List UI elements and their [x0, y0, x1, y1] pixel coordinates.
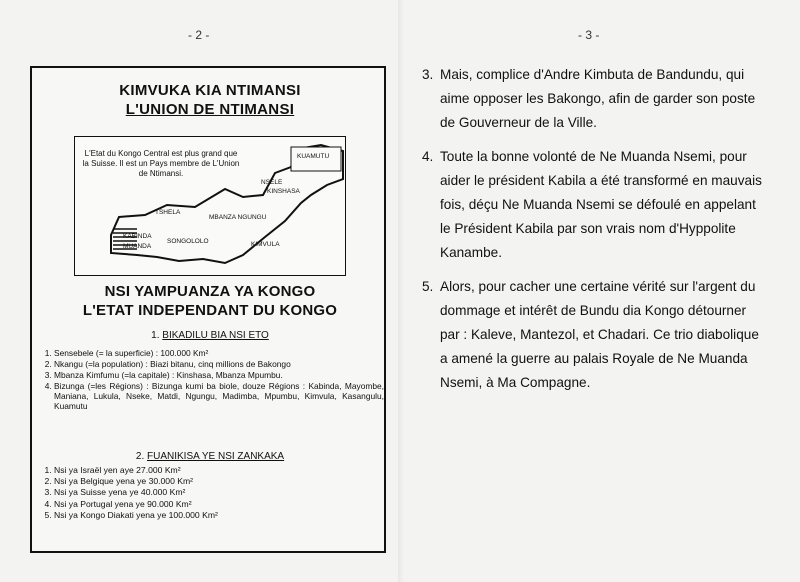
paragraph-item	[422, 63, 762, 135]
place-kuamutu: KUAMUTU	[297, 153, 330, 160]
list-item: 2. Nsi ya Belgique yena ye 30.000 Km²	[54, 476, 384, 487]
list-item: 5. Nsi ya Kongo Diakati yena ye 100.000 Km²	[54, 510, 384, 521]
page-number-left: - 2 -	[188, 28, 210, 42]
map-note: L'Etat du Kongo Central est plus grand que la Suisse. Il est un Pays membre de L'Union de Ntimansi.	[82, 149, 240, 178]
right-column	[422, 63, 762, 405]
item-number: 3.	[422, 67, 434, 82]
paragraph-item	[422, 145, 762, 265]
place-muanda: MUANDA	[123, 243, 152, 250]
list-item: 3. Mbanza Kimfumu (=la capitale) : Kinshasa, Mbanza Mpumbu.	[54, 370, 384, 380]
state-title: NSI YAMPUANZA YA KONGO	[104, 283, 316, 300]
list-item: 4. Nsi ya Portugal yena ye 90.000 Km²	[54, 499, 384, 510]
comparison-list	[38, 465, 384, 521]
left-panel	[30, 66, 386, 553]
list-item: 3. Nsi ya Suisse yena ye 40.000 Km²	[54, 487, 384, 498]
section-title: BIKADILU BIA NSI ETO	[162, 330, 269, 341]
place-mbanza-ngungu: MBANZA NGUNGU	[209, 214, 267, 221]
place-kinshasa: KINSHASA	[267, 188, 300, 195]
item-text: Alors, pour cacher une certaine vérité sur l'argent du dommage et intérêt de Bundu dia Kongo détourner par : Kaleve, Mantezol, et Chadari. Ce trio diabolique a amené la guerre au palais Royale de Ne Muanda Nsemi, à Ma Compagne.	[440, 279, 759, 390]
place-kabinda: KABINDA	[123, 233, 152, 240]
item-text: Mais, complice d'Andre Kimbuta de Bandundu, qui aime opposer les Bakongo, afin de garder son poste de Gouverneur de la Ville.	[440, 67, 756, 130]
state-subtitle: L'ETAT INDEPENDANT DU KONGO	[82, 302, 338, 319]
union-title: KIMVUKA KIA NTIMANSI	[119, 82, 301, 99]
list-item: 2. Nkangu (=la population) : Biazi bitanu, cinq millions de Bakongo	[54, 359, 384, 369]
section-heading-1	[32, 330, 388, 341]
item-number: 4.	[422, 149, 434, 164]
section-number: 2.	[135, 451, 145, 462]
paragraph-item	[422, 275, 762, 395]
section-title: FUANIKISA YE NSI ZANKAKA	[147, 451, 285, 462]
union-subtitle: L'UNION DE NTIMANSI	[125, 101, 295, 118]
item-text: Toute la bonne volonté de Ne Muanda Nsemi, pour aider le président Kabila a été transformé en mauvais fois, déçu Ne Muanda Nsemi se défoulé en appelant le Président Kabila par son vrais nom d'Hyppolite Kanambe.	[440, 149, 762, 260]
place-nsele: NSELE	[261, 179, 283, 186]
facts-list	[38, 348, 384, 412]
page-fold	[398, 0, 404, 582]
section-heading-2	[32, 451, 388, 462]
place-kimvula: KIMVULA	[251, 241, 280, 248]
place-tshela: TSHELA	[155, 209, 181, 216]
section-number: 1.	[151, 330, 160, 341]
list-item: 4. Bizunga (=les Régions) : Bizunga kumi ba biole, douze Régions : Kabinda, Mayombe, Maniana, Lukula, Nseke, Matdi, Ngungu, Madimba, Mpumbu, Kimvula, Kasangulu, Kuamutu	[54, 381, 384, 411]
list-item: 1. Nsi ya Israël yen aye 27.000 Km²	[54, 465, 384, 476]
item-number: 5.	[422, 279, 434, 294]
page-number-right: - 3 -	[578, 28, 600, 42]
kongo-map	[74, 136, 346, 276]
place-songololo: SONGOLOLO	[167, 238, 209, 245]
list-item: 1. Sensebele (= la superficie) : 100.000 Km²	[54, 348, 384, 358]
